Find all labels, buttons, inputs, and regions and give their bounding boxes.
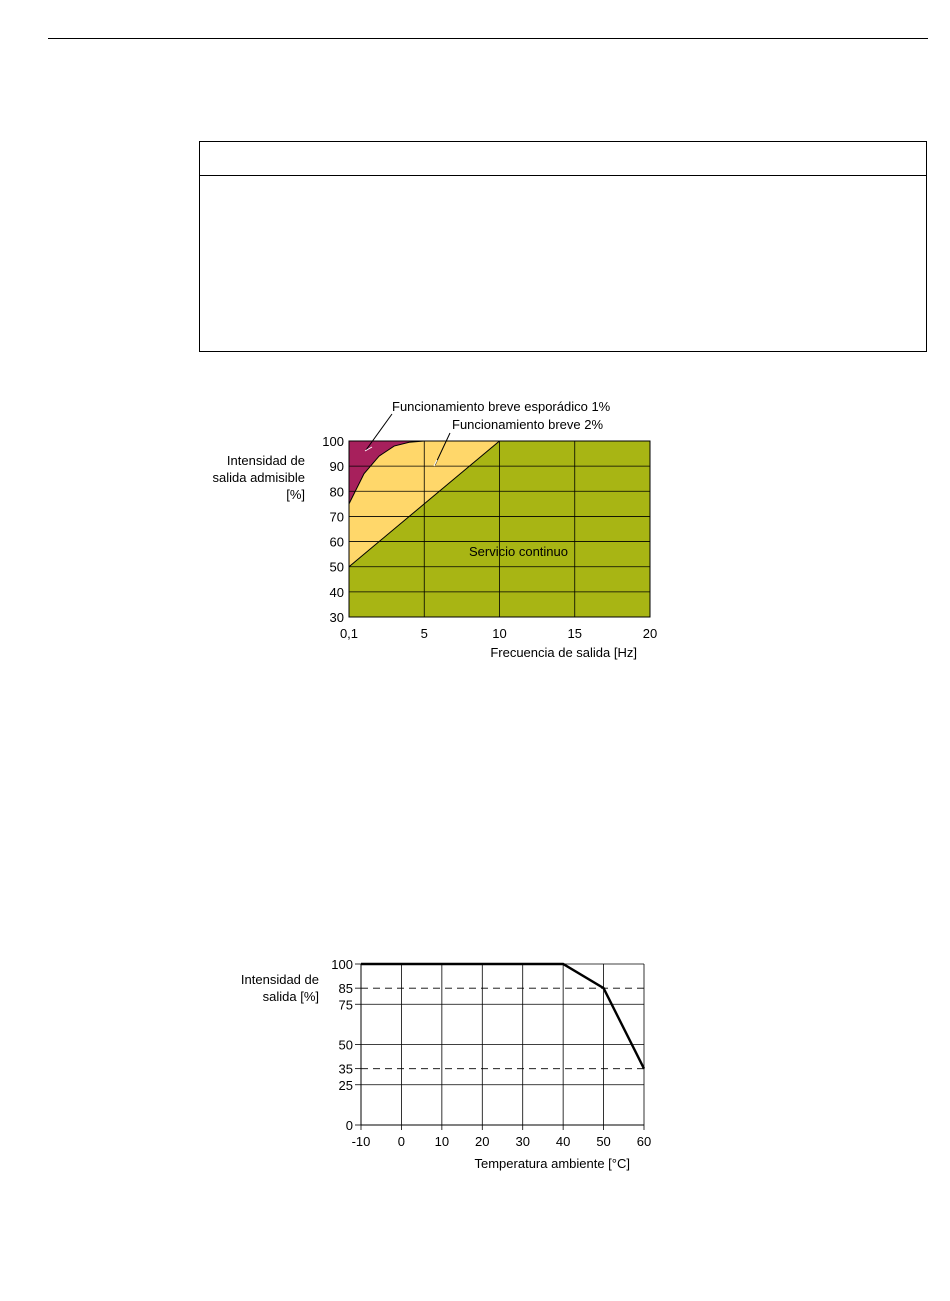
y-tick-label: 90 <box>329 459 344 475</box>
derating-curve <box>361 964 644 1069</box>
y-axis-label-line-1: Intensidad de <box>226 453 305 468</box>
x-tick-label: 20 <box>642 626 658 641</box>
x-tick-label: 30 <box>515 1134 530 1149</box>
x-tick-label: 5 <box>420 626 428 641</box>
x-tick-label: 50 <box>596 1134 611 1149</box>
y-tick-label: 85 <box>338 981 353 997</box>
y-axis-label-line-1: Intensidad de <box>240 972 319 987</box>
y-tick-label: 40 <box>329 584 344 600</box>
y-tick-label: 100 <box>322 434 344 449</box>
y-tick-label: 100 <box>331 957 353 972</box>
y-tick-label: 25 <box>338 1077 353 1093</box>
series-label-continuous: Servicio continuo <box>469 544 568 559</box>
x-axis-label: Temperatura ambiente [°C] <box>474 1156 630 1171</box>
y-tick-label: 50 <box>329 559 344 575</box>
y-axis-label-line-2: salida admisible <box>212 470 305 485</box>
x-tick-label: -10 <box>351 1134 371 1149</box>
y-tick-label: 30 <box>329 610 344 625</box>
y-tick-label: 50 <box>338 1037 353 1053</box>
y-tick-label: 60 <box>329 534 344 550</box>
y-tick-label: 80 <box>329 484 344 500</box>
y-axis-label-line-3: [%] <box>286 487 305 502</box>
x-tick-label: 20 <box>475 1134 490 1149</box>
y-tick-label: 70 <box>329 509 344 525</box>
x-tick-label: 10 <box>434 1134 450 1149</box>
series-label-short: Funcionamiento breve 2% <box>452 417 604 432</box>
x-tick-label: 10 <box>492 626 507 641</box>
x-tick-label: 40 <box>555 1134 571 1149</box>
y-tick-label: 75 <box>338 997 353 1013</box>
x-tick-label: 0,1 <box>339 626 359 641</box>
y-tick-label: 35 <box>338 1061 353 1077</box>
x-tick-label: 15 <box>567 626 582 641</box>
x-tick-label: 0 <box>397 1134 406 1149</box>
y-tick-label: 0 <box>345 1118 353 1133</box>
x-axis-label: Frecuencia de salida [Hz] <box>490 645 637 660</box>
x-tick-label: 60 <box>636 1134 652 1149</box>
series-label-sporadic: Funcionamiento breve esporádico 1% <box>392 399 611 414</box>
y-axis-label-line-2: salida [%] <box>262 989 319 1004</box>
